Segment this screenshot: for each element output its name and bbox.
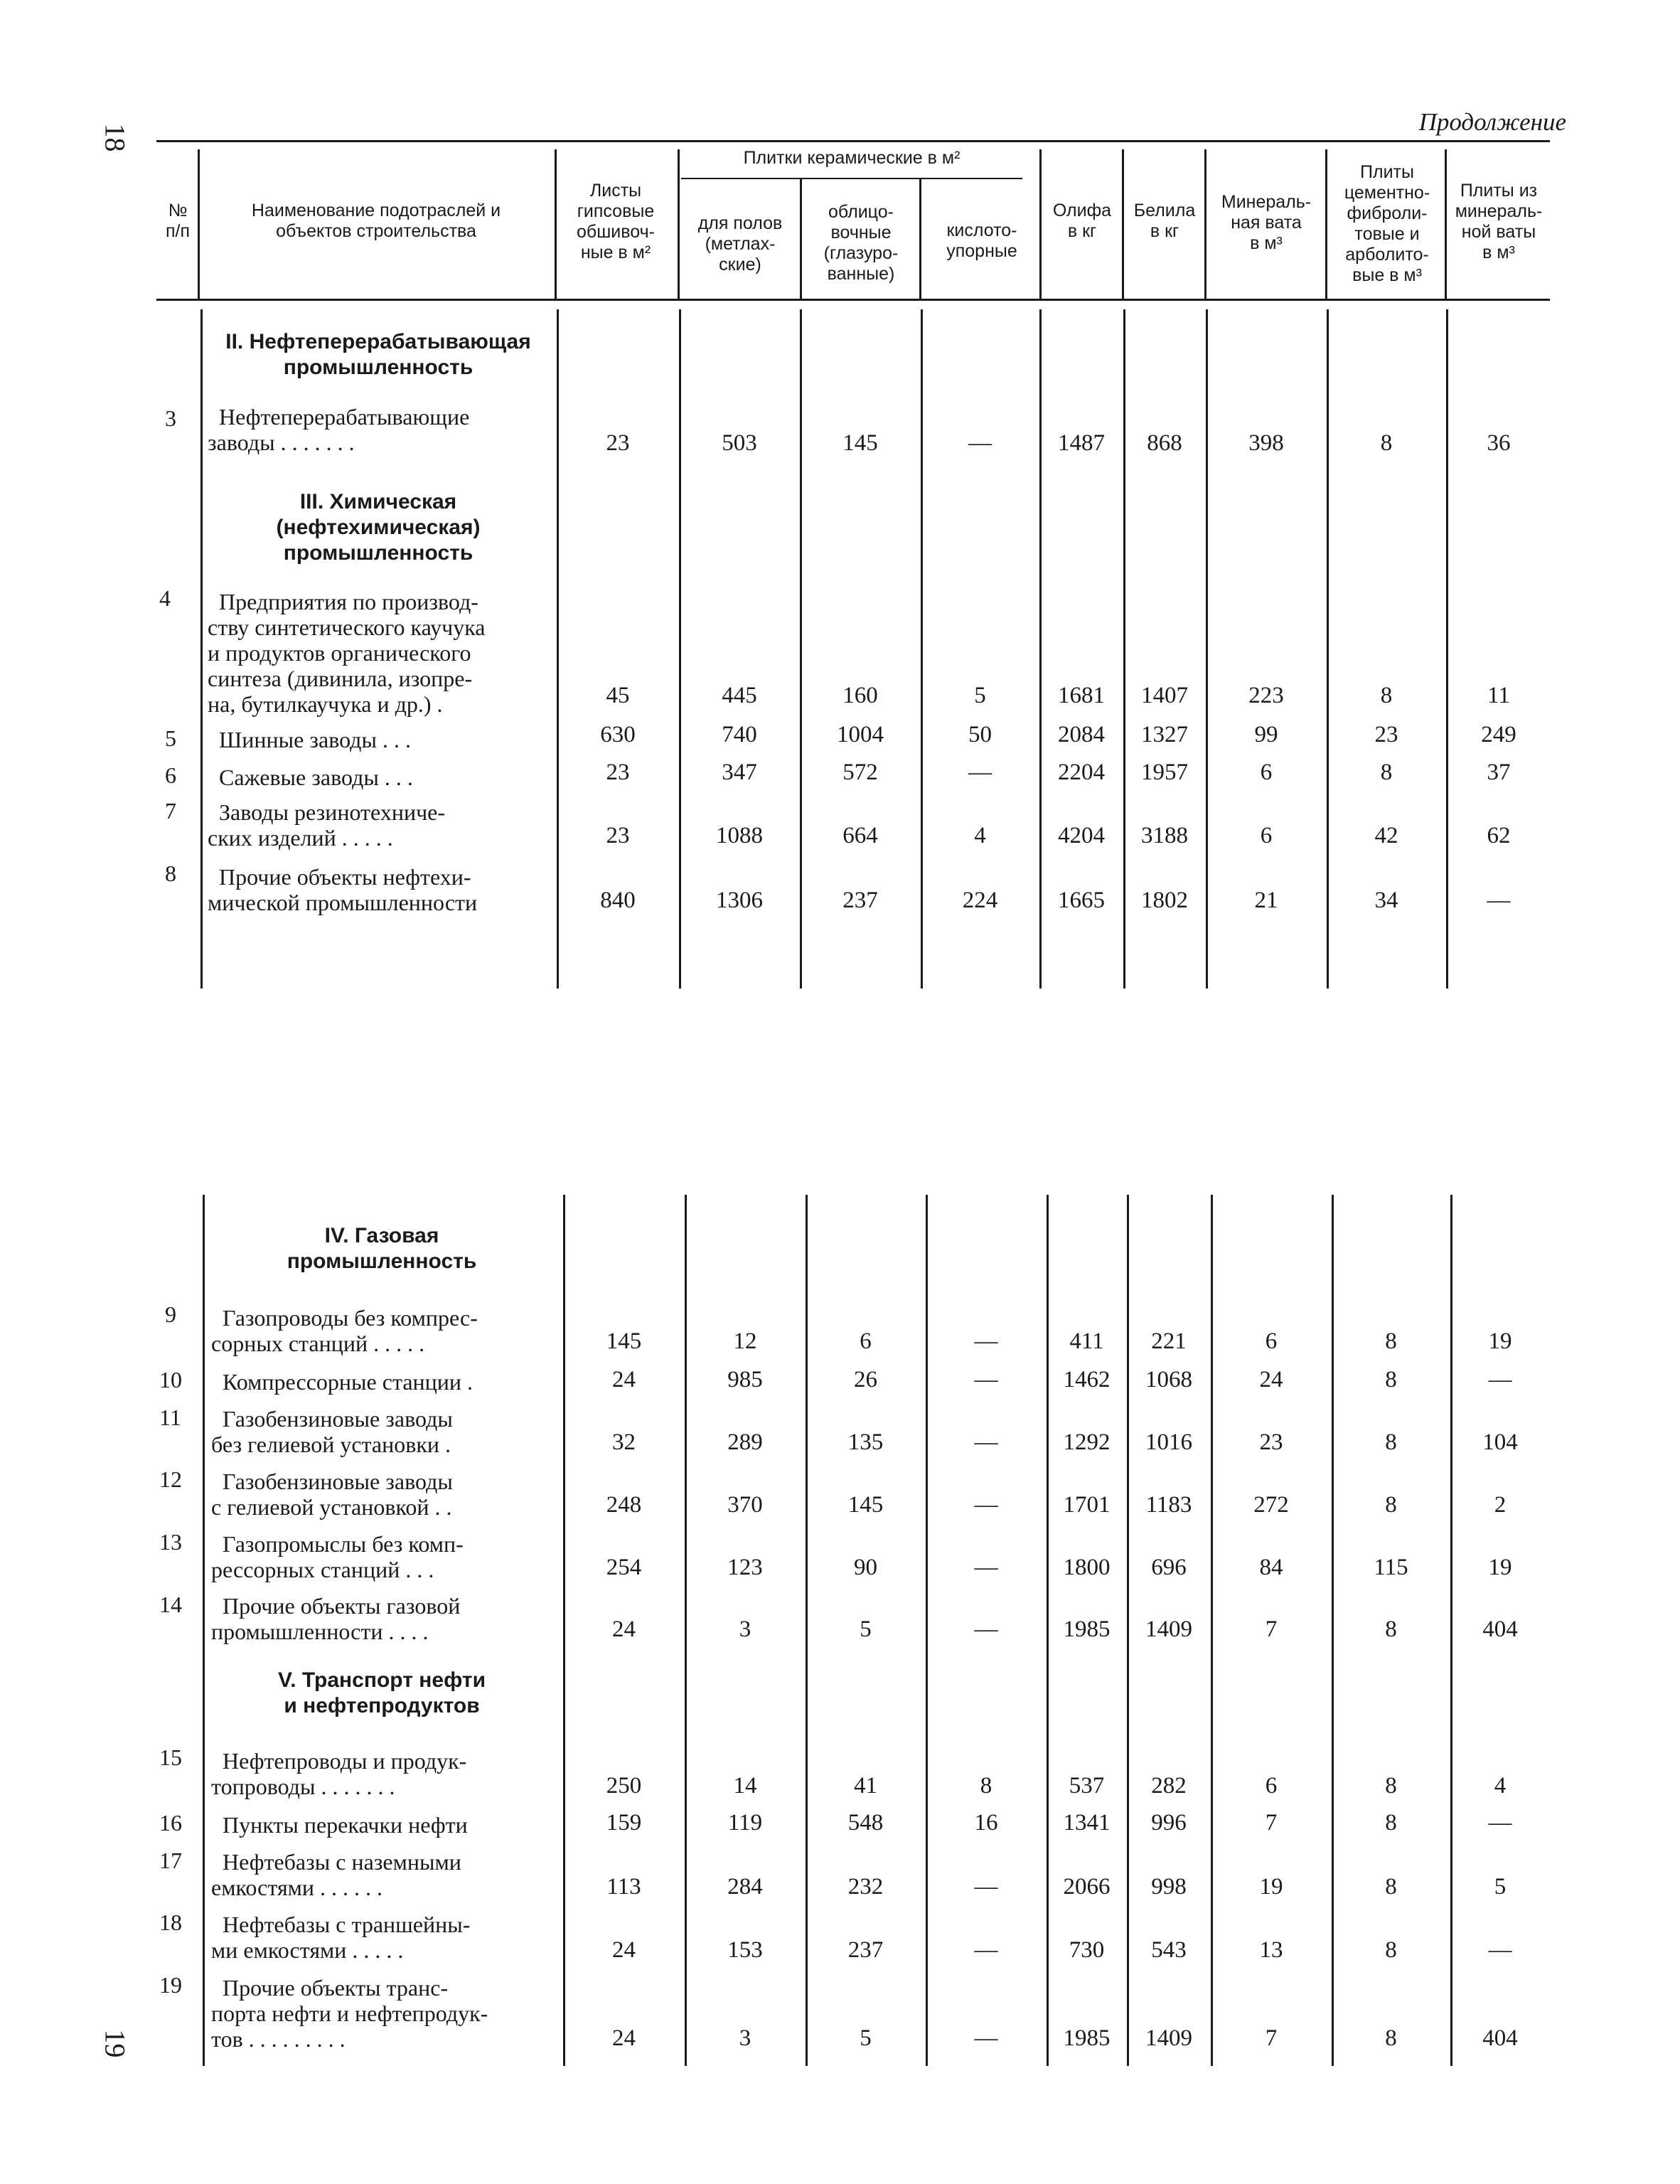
cell-tiles-acid: 16	[974, 1810, 998, 1836]
cell-wool: 21	[1254, 888, 1278, 913]
cell-belila: 1409	[1145, 2025, 1192, 2051]
row-number: 15	[159, 1744, 182, 1770]
continuation-label: Продолжение	[1418, 108, 1566, 136]
cell-wool: 7	[1265, 2025, 1278, 2051]
cell-sheets: 45	[606, 683, 630, 708]
row-name: Прочие объекты транс- порта нефти и нефтепродук- тов . . . . . . . . .	[211, 1975, 488, 2052]
row-name: Заводы резинотехниче- ских изделий . . . . .	[208, 799, 446, 851]
cell-wool: 272	[1253, 1492, 1289, 1518]
cell-wool: 7	[1265, 1810, 1278, 1836]
cell-tiles-floor: 445	[722, 683, 757, 708]
cell-sheets: 23	[606, 760, 630, 785]
cell-tiles-acid: —	[974, 1874, 998, 1900]
header-divider	[1325, 149, 1327, 299]
header-sheets: Листы гипсовые обшивоч- ные в м²	[577, 181, 655, 262]
header-tiles-group: Плитки керамические в м²	[743, 148, 961, 168]
column-divider	[1327, 309, 1329, 989]
cell-wool: 6	[1260, 760, 1273, 785]
section-heading: II. Нефтеперерабатывающая промышленность	[225, 330, 531, 379]
cell-cement-slabs: 8	[1385, 1328, 1397, 1354]
cell-tiles-facing: 145	[842, 430, 878, 456]
header-divider	[678, 149, 680, 299]
cell-tiles-floor: 119	[727, 1810, 763, 1836]
row-name: Прочие объекты нефтехи- мической промышленности	[208, 864, 478, 915]
cell-belila: 3188	[1141, 823, 1188, 848]
column-divider	[1446, 309, 1448, 989]
column-divider	[203, 1195, 205, 2066]
cell-belila: 1183	[1145, 1492, 1192, 1518]
cell-tiles-floor: 12	[733, 1328, 757, 1354]
cell-tiles-floor: 3	[739, 2025, 751, 2051]
cell-cement-slabs: 8	[1385, 1810, 1397, 1836]
cell-tiles-acid: 50	[968, 722, 992, 747]
header-divider	[1122, 149, 1124, 299]
cell-wool: 19	[1259, 1874, 1283, 1900]
cell-cement-slabs: 8	[1385, 1937, 1397, 1963]
cell-tiles-acid: —	[968, 760, 992, 785]
cell-olifa: 411	[1069, 1328, 1104, 1354]
column-divider	[1206, 309, 1208, 989]
row-name: Нефтеперерабатывающие заводы . . . . . . .	[208, 404, 470, 455]
cell-tiles-facing: 6	[860, 1328, 872, 1354]
cell-cement-slabs: 8	[1385, 1773, 1397, 1799]
cell-wool: 223	[1248, 683, 1284, 708]
row-number: 7	[165, 798, 176, 824]
row-name: Нефтебазы с наземными емкостями . . . . . .	[211, 1849, 461, 1900]
row-number: 8	[165, 861, 176, 886]
header-olifa: Олифа в кг	[1052, 201, 1112, 241]
cell-wool-slabs: —	[1488, 1810, 1512, 1836]
row-number: 10	[159, 1367, 182, 1392]
tiles-group-rule	[681, 178, 1022, 179]
header-tiles-acid: кислото- упорные	[946, 220, 1017, 261]
cell-wool: 6	[1260, 823, 1273, 848]
cell-wool: 7	[1265, 1616, 1278, 1642]
cell-tiles-facing: 26	[854, 1367, 877, 1392]
cell-tiles-facing: 145	[847, 1492, 884, 1518]
cell-tiles-floor: 153	[727, 1937, 763, 1963]
cell-cement-slabs: 23	[1374, 722, 1398, 747]
cell-wool-slabs: 104	[1482, 1429, 1518, 1455]
column-divider	[1039, 309, 1042, 989]
row-name: Газопромыслы без комп- рессорных станций . . .	[211, 1531, 464, 1582]
cell-belila: 868	[1147, 430, 1182, 456]
cell-tiles-acid: 224	[962, 888, 998, 913]
cell-belila: 1802	[1141, 888, 1188, 913]
header-bottom-rule	[156, 299, 1550, 301]
cell-tiles-floor: 14	[733, 1773, 757, 1799]
section-heading: III. Химическая (нефтехимическая) промышленность	[276, 490, 481, 565]
cell-olifa: 4204	[1058, 823, 1105, 848]
column-divider	[200, 309, 203, 989]
header-divider	[1445, 149, 1447, 299]
cell-sheets: 145	[606, 1328, 642, 1354]
row-number: 12	[159, 1466, 182, 1492]
section-heading: V. Транспорт нефти и нефтепродуктов	[277, 1668, 486, 1717]
cell-olifa: 1341	[1063, 1810, 1111, 1836]
row-name: Прочие объекты газовой промышленности . . . .	[211, 1593, 461, 1644]
cell-cement-slabs: 42	[1374, 823, 1398, 848]
page-number-top: 18	[99, 123, 132, 152]
cell-tiles-facing: 237	[842, 888, 878, 913]
cell-sheets: 630	[600, 722, 636, 747]
cell-wool-slabs: 249	[1481, 722, 1516, 747]
cell-olifa: 1462	[1063, 1367, 1111, 1392]
row-name: Пункты перекачки нефти	[211, 1812, 468, 1838]
cell-wool-slabs: —	[1488, 1367, 1512, 1392]
row-name: Нефтепроводы и продук- топроводы . . . . . . .	[211, 1748, 467, 1799]
cell-belila: 1957	[1141, 760, 1188, 785]
cell-olifa: 1681	[1058, 683, 1105, 708]
cell-tiles-acid: —	[974, 1429, 998, 1455]
cell-belila: 543	[1151, 1937, 1187, 1963]
cell-wool-slabs: 62	[1487, 823, 1511, 848]
row-name: Газобензиновые заводы с гелиевой установкой . .	[211, 1469, 453, 1520]
cell-wool: 23	[1259, 1429, 1283, 1455]
cell-tiles-acid: —	[974, 1937, 998, 1963]
row-number: 18	[159, 1909, 182, 1935]
cell-belila: 696	[1151, 1555, 1187, 1580]
cell-tiles-facing: 664	[842, 823, 878, 848]
header-tiles-floor: для полов (метлах- ские)	[697, 213, 783, 275]
cell-tiles-floor: 347	[722, 760, 757, 785]
row-name: Сажевые заводы . . .	[208, 765, 413, 790]
cell-sheets: 248	[606, 1492, 642, 1518]
cell-olifa: 1292	[1063, 1429, 1111, 1455]
cell-cement-slabs: 8	[1385, 2025, 1397, 2051]
cell-belila: 282	[1151, 1773, 1187, 1799]
cell-tiles-facing: 41	[854, 1773, 877, 1799]
cell-wool: 99	[1254, 722, 1278, 747]
cell-tiles-acid: 4	[974, 823, 986, 848]
page-number-bottom: 19	[99, 2029, 132, 2058]
cell-olifa: 1985	[1063, 2025, 1111, 2051]
cell-cement-slabs: 8	[1385, 1492, 1397, 1518]
cell-wool-slabs: —	[1488, 1937, 1512, 1963]
cell-wool-slabs: 11	[1487, 683, 1510, 708]
cell-cement-slabs: 8	[1385, 1874, 1397, 1900]
row-number: 13	[159, 1529, 182, 1555]
cell-tiles-facing: 90	[854, 1555, 877, 1580]
row-number: 17	[159, 1848, 182, 1873]
cell-tiles-facing: 237	[847, 1937, 884, 1963]
row-name: Газопроводы без компрес- сорных станций . . . . .	[211, 1305, 478, 1356]
cell-tiles-acid: 5	[974, 683, 986, 708]
cell-tiles-acid: —	[974, 1555, 998, 1580]
cell-sheets: 23	[606, 430, 630, 456]
cell-wool: 398	[1248, 430, 1284, 456]
cell-sheets: 24	[612, 2025, 636, 2051]
cell-cement-slabs: 8	[1385, 1429, 1397, 1455]
cell-olifa: 1665	[1058, 888, 1105, 913]
cell-tiles-acid: —	[974, 1328, 998, 1354]
cell-tiles-floor: 740	[722, 722, 757, 747]
header-divider	[1204, 149, 1207, 299]
cell-tiles-facing: 232	[847, 1874, 884, 1900]
section-heading: IV. Газовая промышленность	[287, 1224, 477, 1273]
row-name: Газобензиновые заводы без гелиевой установки .	[211, 1406, 453, 1457]
cell-tiles-acid: —	[974, 1616, 998, 1642]
cell-olifa: 2084	[1058, 722, 1105, 747]
header-wool-slabs: Плиты из минераль- ной ваты в м³	[1455, 181, 1543, 262]
header-name: Наименование подотраслей и объектов строительства	[251, 201, 501, 241]
cell-tiles-facing: 5	[860, 2025, 872, 2051]
cell-sheets: 113	[606, 1874, 641, 1900]
cell-tiles-facing: 1004	[837, 722, 884, 747]
cell-cement-slabs: 8	[1380, 683, 1393, 708]
cell-olifa: 537	[1069, 1773, 1105, 1799]
cell-cement-slabs: 8	[1380, 760, 1393, 785]
cell-sheets: 32	[612, 1429, 636, 1455]
cell-cement-slabs: 34	[1374, 888, 1398, 913]
row-number: 19	[159, 1972, 182, 1998]
cell-wool: 13	[1259, 1937, 1283, 1963]
cell-wool-slabs: 404	[1482, 2025, 1518, 2051]
cell-wool-slabs: 36	[1487, 430, 1511, 456]
row-number: 9	[165, 1301, 176, 1327]
cell-tiles-acid: —	[974, 1367, 998, 1392]
cell-belila: 1016	[1145, 1429, 1192, 1455]
cell-olifa: 2204	[1058, 760, 1105, 785]
cell-wool-slabs: 4	[1494, 1773, 1507, 1799]
column-divider	[921, 309, 923, 989]
cell-tiles-facing: 5	[860, 1616, 872, 1642]
cell-tiles-acid: —	[968, 430, 992, 456]
cell-wool: 6	[1265, 1773, 1278, 1799]
cell-tiles-facing: 572	[842, 760, 878, 785]
header-divider	[555, 149, 557, 299]
cell-tiles-facing: 548	[847, 1810, 884, 1836]
cell-tiles-floor: 985	[727, 1367, 763, 1392]
header-divider	[1039, 149, 1042, 299]
cell-belila: 998	[1151, 1874, 1187, 1900]
cell-tiles-acid: —	[974, 1492, 998, 1518]
column-divider	[557, 309, 559, 989]
header-cement-slabs: Плиты цементно- фиброли- товые и арболито- вые в м³	[1344, 162, 1430, 285]
cell-olifa: 1985	[1063, 1616, 1111, 1642]
cell-sheets: 24	[612, 1367, 636, 1392]
row-number: 5	[165, 725, 176, 751]
cell-sheets: 159	[606, 1810, 642, 1836]
cell-sheets: 23	[606, 823, 630, 848]
cell-tiles-floor: 123	[727, 1555, 763, 1580]
cell-sheets: 24	[612, 1616, 636, 1642]
header-belila: Белила в кг	[1133, 201, 1196, 241]
cell-wool: 84	[1259, 1555, 1283, 1580]
cell-sheets: 840	[600, 888, 636, 913]
cell-tiles-floor: 370	[727, 1492, 763, 1518]
row-name: Предприятия по производ- ству синтетического каучука и продуктов органического синтеза (дивинила, изопре- на, бутилкаучука и др.) .	[208, 589, 486, 717]
cell-tiles-acid: —	[974, 2025, 998, 2051]
column-divider	[1123, 309, 1125, 989]
cell-tiles-facing: 160	[842, 683, 878, 708]
cell-tiles-floor: 1088	[716, 823, 763, 848]
row-name: Нефтебазы с траншейны- ми емкостями . . . . .	[211, 1912, 471, 1963]
cell-wool-slabs: 19	[1488, 1328, 1512, 1354]
cell-belila: 1407	[1141, 683, 1188, 708]
cell-olifa: 2066	[1063, 1874, 1111, 1900]
row-number: 4	[159, 585, 171, 611]
cell-tiles-floor: 503	[722, 430, 757, 456]
row-number: 14	[159, 1592, 182, 1617]
header-divider	[198, 149, 200, 299]
row-name: Компрессорные станции .	[211, 1369, 473, 1395]
header-wool: Минераль- ная вата в м³	[1221, 192, 1312, 253]
cell-belila: 221	[1151, 1328, 1187, 1354]
column-divider	[800, 309, 802, 989]
header-tiles-facing: облицо- вочные (глазуро- ванные)	[823, 202, 899, 284]
cell-olifa: 1487	[1058, 430, 1105, 456]
cell-tiles-floor: 284	[727, 1874, 763, 1900]
cell-olifa: 730	[1069, 1937, 1105, 1963]
row-number: 3	[165, 405, 176, 431]
cell-olifa: 1701	[1063, 1492, 1111, 1518]
cell-tiles-facing: 135	[847, 1429, 884, 1455]
cell-olifa: 1800	[1063, 1555, 1111, 1580]
cell-wool-slabs: 5	[1494, 1874, 1507, 1900]
row-number: 6	[165, 762, 176, 788]
cell-wool-slabs: 37	[1487, 760, 1511, 785]
cell-cement-slabs: 8	[1385, 1616, 1397, 1642]
row-number: 16	[159, 1810, 182, 1836]
cell-cement-slabs: 8	[1385, 1367, 1397, 1392]
row-number: 11	[159, 1405, 181, 1430]
cell-cement-slabs: 8	[1380, 430, 1393, 456]
cell-sheets: 250	[606, 1773, 642, 1799]
header-top-rule	[156, 140, 1550, 142]
cell-cement-slabs: 115	[1374, 1555, 1408, 1580]
cell-belila: 1409	[1145, 1616, 1192, 1642]
row-name: Шинные заводы . . .	[208, 727, 411, 752]
cell-tiles-floor: 3	[739, 1616, 751, 1642]
cell-belila: 1068	[1145, 1367, 1192, 1392]
header-divider	[800, 179, 802, 299]
cell-sheets: 254	[606, 1555, 642, 1580]
cell-tiles-floor: 289	[727, 1429, 763, 1455]
cell-wool-slabs: —	[1487, 888, 1511, 913]
cell-wool-slabs: 404	[1482, 1616, 1518, 1642]
cell-tiles-floor: 1306	[716, 888, 763, 913]
cell-tiles-acid: 8	[980, 1773, 993, 1799]
cell-wool-slabs: 19	[1488, 1555, 1512, 1580]
cell-wool: 24	[1259, 1367, 1283, 1392]
cell-belila: 996	[1151, 1810, 1187, 1836]
cell-wool-slabs: 2	[1494, 1492, 1507, 1518]
cell-sheets: 24	[612, 1937, 636, 1963]
header-divider	[919, 179, 921, 299]
cell-belila: 1327	[1141, 722, 1188, 747]
cell-wool: 6	[1265, 1328, 1278, 1354]
header-num: № п/п	[165, 201, 191, 241]
column-divider	[679, 309, 681, 989]
